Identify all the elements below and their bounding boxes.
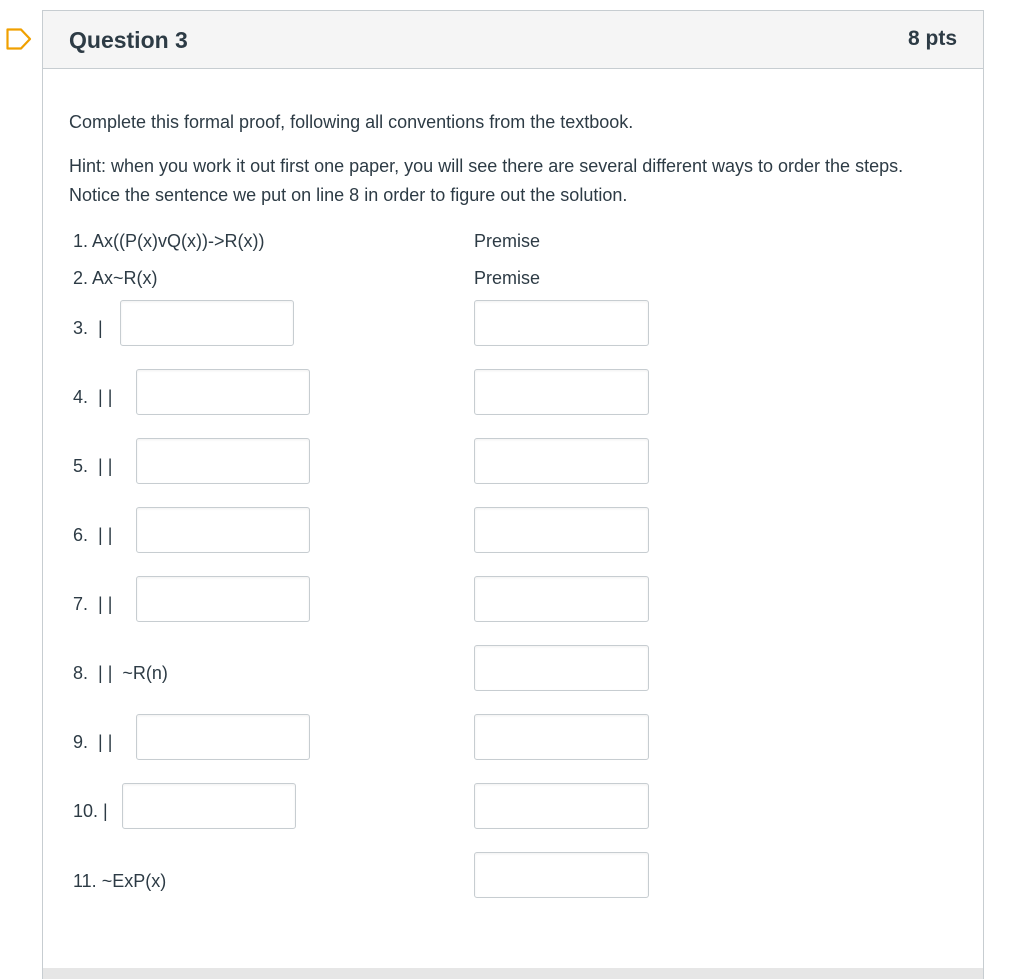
proof-line-4-label: 4. | | [73, 387, 113, 407]
proof-line-7-sentence-input[interactable] [136, 576, 310, 622]
proof-line-8-label: 8. | | ~R(n) [73, 663, 168, 683]
proof-line-10-sentence-input[interactable] [122, 783, 296, 829]
proof-line-5-sentence-input[interactable] [136, 438, 310, 484]
proof-line-2-label: 2. Ax~R(x) [73, 268, 158, 288]
proof-line-5-label: 5. | | [73, 456, 113, 476]
proof-line-1-label: 1. Ax((P(x)vQ(x))->R(x)) [73, 231, 265, 251]
proof-line-7-label: 7. | | [73, 594, 113, 614]
proof-line-7-justification-input[interactable] [474, 576, 649, 622]
proof-line-1-justification: Premise [474, 231, 541, 251]
proof-line-3-sentence-input[interactable] [120, 300, 294, 346]
proof-line-4-justification-input[interactable] [474, 369, 649, 415]
proof-line-9-sentence-input[interactable] [136, 714, 310, 760]
question-hint: Hint: when you work it out first one paper, you will see there are several different ways to order the steps. Notice the sentence we put on line 8 in order to figure out the solution. [69, 156, 904, 205]
question-title: Question 3 [69, 27, 188, 53]
proof-line-5-justification-input[interactable] [474, 438, 649, 484]
question-points: 8 pts [907, 27, 957, 50]
question-header [43, 11, 983, 69]
proof-line-3-justification-input[interactable] [474, 300, 649, 346]
proof-line-2-justification: Premise [474, 268, 541, 288]
question-card [42, 10, 984, 970]
proof-line-10-justification-input[interactable] [474, 783, 649, 829]
proof-line-11-justification-input[interactable] [474, 852, 649, 898]
proof-line-9-label: 9. | | [73, 732, 113, 752]
proof-line-11-label: 11. ~ExP(x) [73, 871, 167, 891]
proof-line-6-sentence-input[interactable] [136, 507, 310, 553]
proof-line-4-sentence-input[interactable] [136, 369, 310, 415]
proof-line-6-label: 6. | | [73, 525, 113, 545]
proof-line-9-justification-input[interactable] [474, 714, 649, 760]
question-instructions: Complete this formal proof, following all conventions from the textbook. [69, 112, 634, 132]
proof-line-3-label: 3. | [73, 318, 103, 338]
proof-line-6-justification-input[interactable] [474, 507, 649, 553]
proof-line-10-label: 10. | [73, 801, 108, 821]
card-bottom-edge [42, 968, 984, 979]
flag-question-icon[interactable] [6, 28, 32, 50]
proof-line-8-justification-input[interactable] [474, 645, 649, 691]
